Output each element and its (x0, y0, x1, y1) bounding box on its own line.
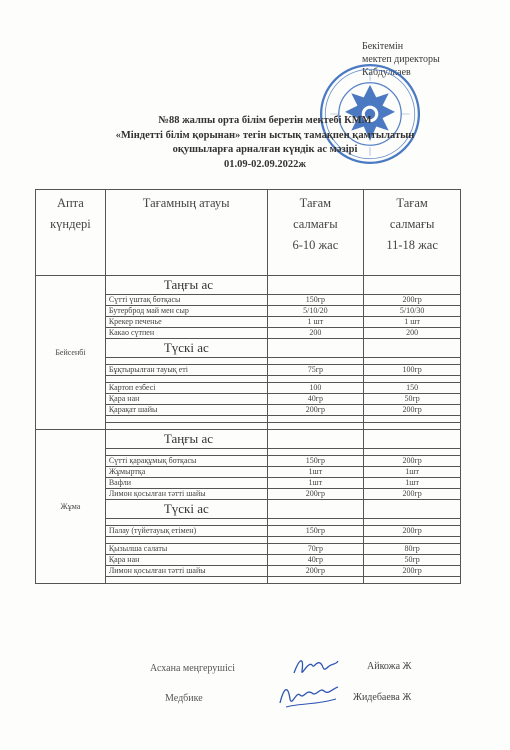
day-cell-thursday: Бейсенбі (36, 276, 106, 430)
header-portion-6-10: Тағам салмағы 6-10 жас (267, 190, 364, 276)
signature-role-nurse: Медбике (165, 693, 203, 704)
signature-name-cook: Айкожа Ж (367, 661, 412, 672)
table-row: Бұқтырылған тауық еті 75гр 100гр (36, 365, 461, 376)
meal-title: Таңғы ас (105, 276, 267, 295)
table-row: Палау (түйетауық етімен) 150гр 200гр (36, 526, 461, 537)
title-line-2: «Міндетті білім қорынан» тегін ыстық тамақпен қамтылатын (115, 129, 415, 141)
header-day: Апта күндері (36, 190, 106, 276)
table-row: Жұмыртқа 1шт 1шт (36, 467, 461, 478)
table-row: Қара нан 40гр 50гр (36, 555, 461, 566)
document-title (70, 114, 460, 172)
signature-icon (276, 681, 342, 711)
table-row: Қара нан 40гр 50гр (36, 394, 461, 405)
meal-title: Түскі ас (105, 339, 267, 358)
day-cell-friday: Жұма (36, 430, 106, 584)
table-row: Крекер печенье 1 шт 1 шт (36, 317, 461, 328)
header-portion-11-18: Тағам салмағы 11-18 жас (364, 190, 461, 276)
header-dish-name: Тағамның атауы (105, 190, 267, 276)
table-row: Сүтті қарақұмық ботқасы 150гр 200гр (36, 456, 461, 467)
table-row: Лимон қосылған тәтті шайы 200гр 200гр (36, 489, 461, 500)
signature-role-cook: Асхана меңгерушісі (150, 663, 235, 674)
approval-line-3: Кабдулкаев (362, 67, 411, 78)
signature-name-nurse: Жидебаева Ж (353, 692, 412, 703)
table-row: Бутерброд май мен сыр 5/10/20 5/10/30 (36, 306, 461, 317)
signature-area (0, 655, 510, 715)
approval-line-2: мектеп директоры (362, 54, 440, 65)
title-line-1: №88 жалпы орта білім беретін мектебі КММ (158, 115, 372, 126)
table-row: Қызылша салаты 70гр 80гр (36, 544, 461, 555)
signature-icon (290, 655, 340, 679)
title-date: 01.09-02.09.2022ж (224, 158, 306, 170)
table-row: Лимон қосылған тәтті шайы 200гр 200гр (36, 566, 461, 577)
table-row: Какао сүтпен 200 200 (36, 328, 461, 339)
table-row: Сүтті үштақ ботқасы 150гр 200гр (36, 295, 461, 306)
table-row: Қарақат шайы 200гр 200гр (36, 405, 461, 416)
table-row: Вафли 1шт 1шт (36, 478, 461, 489)
table-row: Картоп езбесі 100 150 (36, 383, 461, 394)
title-line-3: оқушыларға арналған күндік ас мәзірі (172, 144, 358, 155)
meal-title: Таңғы ас (105, 430, 267, 449)
menu-table (35, 189, 461, 584)
approval-line-1: Бекітемін (362, 41, 404, 52)
meal-title: Түскі ас (105, 500, 267, 519)
